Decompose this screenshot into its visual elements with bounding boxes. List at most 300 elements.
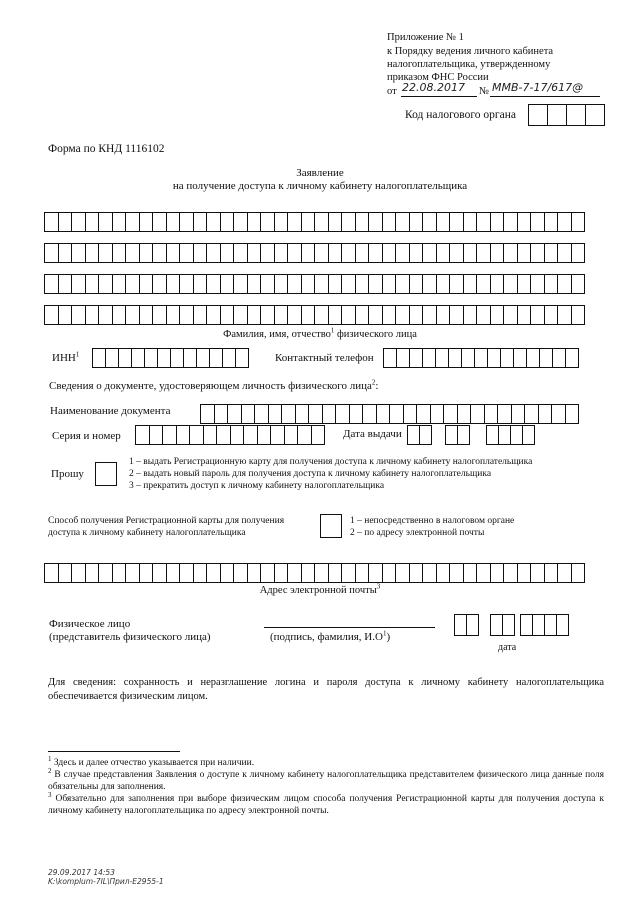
input-cell[interactable]	[157, 348, 171, 368]
input-cell[interactable]	[470, 404, 485, 424]
input-cell[interactable]	[513, 348, 527, 368]
input-cell[interactable]	[395, 212, 410, 232]
input-cell[interactable]	[247, 212, 262, 232]
input-cell[interactable]	[335, 404, 350, 424]
input-cell[interactable]	[449, 243, 464, 263]
input-cell[interactable]	[216, 425, 231, 445]
input-cell[interactable]	[260, 305, 275, 325]
input-cell[interactable]	[382, 212, 397, 232]
input-cell[interactable]	[517, 274, 532, 294]
form-knd: Форма по КНД 1116102	[48, 143, 165, 155]
input-cell[interactable]	[193, 243, 208, 263]
input-cell[interactable]	[376, 404, 391, 424]
input-cell[interactable]	[149, 425, 164, 445]
input-cell[interactable]	[247, 243, 262, 263]
input-cell[interactable]	[544, 212, 559, 232]
input-cell[interactable]	[449, 212, 464, 232]
input-cell[interactable]	[125, 243, 140, 263]
input-cell[interactable]	[144, 348, 158, 368]
input-cell[interactable]	[322, 404, 337, 424]
input-cell[interactable]	[395, 243, 410, 263]
input-cell[interactable]	[71, 563, 86, 583]
input-cell[interactable]	[235, 348, 249, 368]
input-cell[interactable]	[500, 348, 514, 368]
input-cell[interactable]	[220, 274, 235, 294]
fio-caption: Фамилия, имя, отчество$^1$ физического лица	[223, 326, 417, 340]
sign-day-cells[interactable]	[454, 614, 478, 636]
input-cell[interactable]	[183, 348, 197, 368]
input-cell[interactable]	[463, 563, 478, 583]
input-cell[interactable]	[436, 305, 451, 325]
input-cell[interactable]	[503, 274, 518, 294]
input-cell[interactable]	[552, 348, 566, 368]
input-cell[interactable]	[503, 212, 518, 232]
input-cell[interactable]	[403, 404, 418, 424]
input-cell[interactable]	[571, 274, 586, 294]
input-cell[interactable]	[85, 274, 100, 294]
input-cell[interactable]	[497, 404, 512, 424]
input-cell[interactable]	[166, 563, 181, 583]
input-cell[interactable]	[530, 212, 545, 232]
input-cell[interactable]	[314, 274, 329, 294]
input-cell[interactable]	[118, 348, 132, 368]
input-cell[interactable]	[565, 348, 579, 368]
fio-label-end: физического лица	[336, 329, 417, 340]
input-cell[interactable]	[112, 563, 127, 583]
signature-line[interactable]	[264, 627, 435, 628]
input-cell[interactable]	[436, 274, 451, 294]
input-cell[interactable]	[257, 425, 272, 445]
input-cell[interactable]	[349, 404, 364, 424]
input-cell[interactable]	[409, 212, 424, 232]
input-cell[interactable]	[166, 212, 181, 232]
input-cell[interactable]	[125, 212, 140, 232]
input-cell[interactable]	[395, 274, 410, 294]
input-cell[interactable]	[341, 274, 356, 294]
input-cell[interactable]	[490, 274, 505, 294]
input-cell[interactable]	[287, 243, 302, 263]
input-cell[interactable]	[476, 274, 491, 294]
input-cell[interactable]	[139, 274, 154, 294]
input-cell[interactable]	[260, 563, 275, 583]
input-cell[interactable]	[179, 274, 194, 294]
input-cell[interactable]	[395, 563, 410, 583]
input-cell[interactable]	[503, 243, 518, 263]
input-cell[interactable]	[214, 404, 229, 424]
input-cell[interactable]	[526, 348, 540, 368]
input-cell[interactable]	[544, 305, 559, 325]
doc-info-label: Сведения о документе, удостоверяющем личность физического лица$^2$:	[49, 378, 379, 392]
input-cell[interactable]	[355, 563, 370, 583]
input-cell[interactable]	[220, 305, 235, 325]
input-cell[interactable]	[247, 274, 262, 294]
signature-caption: (подпись, фамилия, $И.О^1$)	[270, 629, 391, 643]
input-cell[interactable]	[243, 425, 258, 445]
input-cell[interactable]	[112, 274, 127, 294]
input-cell[interactable]	[295, 404, 310, 424]
request-options	[129, 456, 532, 492]
input-cell[interactable]	[193, 305, 208, 325]
input-cell[interactable]	[152, 563, 167, 583]
input-cell[interactable]	[461, 348, 475, 368]
input-cell[interactable]	[449, 305, 464, 325]
input-cell[interactable]	[179, 212, 194, 232]
input-cell[interactable]	[463, 243, 478, 263]
input-cell[interactable]	[449, 274, 464, 294]
request-choice-box[interactable]	[95, 462, 117, 486]
input-cell[interactable]	[530, 305, 545, 325]
input-cell[interactable]	[308, 404, 323, 424]
input-cell[interactable]	[571, 243, 586, 263]
input-cell[interactable]	[409, 305, 424, 325]
input-cell[interactable]	[222, 348, 236, 368]
input-cell[interactable]	[490, 212, 505, 232]
input-cell[interactable]	[233, 563, 248, 583]
input-cell[interactable]	[274, 243, 289, 263]
input-cell[interactable]	[538, 404, 553, 424]
series-label: Серия и номер	[52, 430, 121, 442]
input-cell[interactable]	[311, 425, 326, 445]
input-cell[interactable]	[368, 243, 383, 263]
method-choice-box[interactable]	[320, 514, 342, 538]
input-cell[interactable]	[517, 243, 532, 263]
input-cell[interactable]	[422, 563, 437, 583]
input-cell[interactable]	[260, 274, 275, 294]
input-cell[interactable]	[139, 212, 154, 232]
series-number-cells[interactable]	[135, 425, 324, 445]
email-cells[interactable]	[44, 563, 584, 583]
input-cell[interactable]	[247, 305, 262, 325]
input-cell[interactable]	[44, 243, 59, 263]
input-cell[interactable]	[490, 305, 505, 325]
input-cell[interactable]	[328, 563, 343, 583]
input-cell[interactable]	[179, 563, 194, 583]
input-cell[interactable]	[260, 243, 275, 263]
input-cell[interactable]	[503, 563, 518, 583]
input-cell[interactable]	[58, 274, 73, 294]
issue-day-cells[interactable]	[407, 425, 431, 445]
input-cell[interactable]	[341, 212, 356, 232]
input-cell[interactable]	[430, 404, 445, 424]
phone-cells[interactable]	[383, 348, 578, 368]
fio-row-2[interactable]	[44, 243, 584, 263]
input-cell[interactable]	[517, 212, 532, 232]
input-cell[interactable]	[422, 212, 437, 232]
order-date: 22.08.2017	[402, 81, 465, 94]
input-cell[interactable]	[247, 563, 262, 583]
input-cell[interactable]	[301, 274, 316, 294]
input-cell[interactable]	[382, 274, 397, 294]
input-cell[interactable]	[395, 305, 410, 325]
input-cell[interactable]	[274, 305, 289, 325]
input-cell[interactable]	[135, 425, 150, 445]
input-cell[interactable]	[162, 425, 177, 445]
input-cell[interactable]	[551, 404, 566, 424]
input-cell[interactable]	[409, 274, 424, 294]
input-cell[interactable]	[530, 274, 545, 294]
input-cell[interactable]	[530, 563, 545, 583]
inn-cells[interactable]	[92, 348, 248, 368]
tax-code-cells[interactable]	[528, 104, 604, 126]
input-cell[interactable]	[220, 563, 235, 583]
input-cell[interactable]	[435, 348, 449, 368]
input-cell[interactable]	[152, 305, 167, 325]
input-cell[interactable]	[176, 425, 191, 445]
input-cell[interactable]	[152, 274, 167, 294]
input-cell[interactable]	[44, 563, 59, 583]
input-cell[interactable]	[209, 348, 223, 368]
input-cell[interactable]	[139, 563, 154, 583]
input-cell[interactable]	[328, 305, 343, 325]
input-cell[interactable]	[449, 563, 464, 583]
input-cell[interactable]	[166, 243, 181, 263]
input-cell[interactable]	[297, 425, 312, 445]
input-cell[interactable]	[463, 212, 478, 232]
issue-year-cells[interactable]	[486, 425, 534, 445]
input-cell[interactable]	[287, 274, 302, 294]
input-cell[interactable]	[328, 274, 343, 294]
input-cell[interactable]	[206, 563, 221, 583]
input-cell[interactable]	[98, 305, 113, 325]
input-cell[interactable]	[260, 212, 275, 232]
input-cell[interactable]	[443, 404, 458, 424]
input-cell[interactable]	[284, 425, 299, 445]
input-cell[interactable]	[571, 305, 586, 325]
input-cell[interactable]	[112, 243, 127, 263]
input-cell[interactable]	[530, 243, 545, 263]
input-cell[interactable]	[58, 212, 73, 232]
input-cell[interactable]	[436, 212, 451, 232]
input-cell[interactable]	[112, 212, 127, 232]
input-cell[interactable]	[233, 305, 248, 325]
input-cell[interactable]	[503, 305, 518, 325]
input-cell[interactable]	[409, 243, 424, 263]
input-cell[interactable]	[139, 243, 154, 263]
input-cell[interactable]	[328, 212, 343, 232]
input-cell[interactable]	[487, 348, 501, 368]
input-cell[interactable]	[220, 243, 235, 263]
input-cell[interactable]	[389, 404, 404, 424]
input-cell[interactable]	[557, 563, 572, 583]
input-cell[interactable]	[233, 243, 248, 263]
input-cell[interactable]	[152, 212, 167, 232]
input-cell[interactable]	[71, 212, 86, 232]
input-cell[interactable]	[355, 243, 370, 263]
input-cell[interactable]	[44, 274, 59, 294]
input-cell[interactable]	[105, 348, 119, 368]
input-cell[interactable]	[193, 274, 208, 294]
input-cell[interactable]	[166, 274, 181, 294]
input-cell[interactable]	[355, 274, 370, 294]
input-cell[interactable]	[152, 243, 167, 263]
input-cell[interactable]	[382, 563, 397, 583]
input-cell[interactable]	[301, 212, 316, 232]
input-cell[interactable]	[341, 563, 356, 583]
input-cell[interactable]	[409, 348, 423, 368]
input-cell[interactable]	[220, 212, 235, 232]
input-cell[interactable]	[544, 274, 559, 294]
input-cell[interactable]	[368, 274, 383, 294]
input-cell[interactable]	[274, 212, 289, 232]
input-cell[interactable]	[517, 305, 532, 325]
input-cell[interactable]	[125, 274, 140, 294]
input-cell[interactable]	[422, 348, 436, 368]
input-cell[interactable]	[422, 305, 437, 325]
input-cell[interactable]	[274, 563, 289, 583]
input-cell[interactable]	[206, 212, 221, 232]
input-cell[interactable]	[314, 563, 329, 583]
fio-row-4[interactable]	[44, 305, 584, 325]
input-cell[interactable]	[287, 563, 302, 583]
input-cell[interactable]	[422, 243, 437, 263]
input-cell[interactable]	[409, 563, 424, 583]
input-cell[interactable]	[565, 404, 580, 424]
input-cell[interactable]	[436, 563, 451, 583]
input-cell[interactable]	[557, 274, 572, 294]
input-cell[interactable]	[511, 404, 526, 424]
input-cell[interactable]	[227, 404, 242, 424]
form-subtitle: на получение доступа к личному кабинету налогоплательщика	[172, 180, 468, 192]
input-cell[interactable]	[355, 212, 370, 232]
input-cell[interactable]	[362, 404, 377, 424]
input-cell[interactable]	[254, 404, 269, 424]
input-cell[interactable]	[44, 212, 59, 232]
input-cell[interactable]	[98, 274, 113, 294]
input-cell[interactable]	[270, 425, 285, 445]
doc-name-label: Наименование документа	[50, 405, 171, 417]
input-cell[interactable]	[490, 243, 505, 263]
input-cell[interactable]	[382, 243, 397, 263]
input-cell[interactable]	[448, 348, 462, 368]
input-cell[interactable]	[517, 563, 532, 583]
input-cell[interactable]	[476, 243, 491, 263]
input-cell[interactable]	[58, 305, 73, 325]
input-cell[interactable]	[382, 305, 397, 325]
input-cell[interactable]	[230, 425, 245, 445]
input-cell[interactable]	[206, 305, 221, 325]
input-cell[interactable]	[341, 243, 356, 263]
input-cell[interactable]	[58, 563, 73, 583]
input-cell[interactable]	[544, 563, 559, 583]
input-cell[interactable]	[179, 243, 194, 263]
input-cell[interactable]	[71, 243, 86, 263]
input-cell[interactable]	[416, 404, 431, 424]
input-cell[interactable]	[98, 243, 113, 263]
input-cell[interactable]	[44, 305, 59, 325]
input-cell[interactable]	[490, 563, 505, 583]
input-cell[interactable]	[281, 404, 296, 424]
input-cell[interactable]	[368, 563, 383, 583]
input-cell[interactable]	[557, 305, 572, 325]
input-cell[interactable]	[557, 243, 572, 263]
input-cell[interactable]	[85, 243, 100, 263]
input-cell[interactable]	[436, 243, 451, 263]
input-cell[interactable]	[287, 212, 302, 232]
input-cell[interactable]	[539, 348, 553, 368]
fio-row-1[interactable]	[44, 212, 584, 232]
input-cell[interactable]	[474, 348, 488, 368]
issue-month-cells[interactable]	[445, 425, 469, 445]
input-cell[interactable]	[301, 305, 316, 325]
input-cell[interactable]	[544, 243, 559, 263]
input-cell[interactable]	[571, 563, 586, 583]
input-cell[interactable]	[557, 212, 572, 232]
input-cell[interactable]	[85, 212, 100, 232]
fio-row-3[interactable]	[44, 274, 584, 294]
input-cell[interactable]	[383, 348, 397, 368]
input-cell[interactable]	[476, 305, 491, 325]
input-cell[interactable]	[125, 563, 140, 583]
input-cell[interactable]	[85, 305, 100, 325]
input-cell[interactable]	[368, 212, 383, 232]
input-cell[interactable]	[196, 348, 210, 368]
input-cell[interactable]	[58, 243, 73, 263]
doc-name-cells[interactable]	[200, 404, 578, 424]
input-cell[interactable]	[193, 563, 208, 583]
input-cell[interactable]	[328, 243, 343, 263]
input-cell[interactable]	[71, 305, 86, 325]
input-cell[interactable]	[524, 404, 539, 424]
input-cell[interactable]	[396, 348, 410, 368]
input-cell[interactable]	[368, 305, 383, 325]
input-cell[interactable]	[85, 563, 100, 583]
input-cell[interactable]	[200, 404, 215, 424]
request-label: Прошу	[51, 468, 84, 480]
input-cell[interactable]	[314, 305, 329, 325]
order-from-label: от	[387, 86, 397, 97]
sign-month-cells[interactable]	[490, 614, 514, 636]
input-cell[interactable]	[131, 348, 145, 368]
input-cell[interactable]	[422, 274, 437, 294]
input-cell[interactable]	[206, 243, 221, 263]
input-cell[interactable]	[241, 404, 256, 424]
input-cell[interactable]	[92, 348, 106, 368]
input-cell[interactable]	[476, 212, 491, 232]
input-cell[interactable]	[463, 305, 478, 325]
input-cell[interactable]	[287, 305, 302, 325]
input-cell[interactable]	[233, 212, 248, 232]
input-cell[interactable]	[314, 243, 329, 263]
input-cell[interactable]	[170, 348, 184, 368]
input-cell[interactable]	[166, 305, 181, 325]
input-cell[interactable]	[301, 243, 316, 263]
input-cell[interactable]	[476, 563, 491, 583]
input-cell[interactable]	[98, 563, 113, 583]
input-cell[interactable]	[179, 305, 194, 325]
input-cell[interactable]	[98, 212, 113, 232]
input-cell[interactable]	[457, 404, 472, 424]
input-cell[interactable]	[268, 404, 283, 424]
input-cell[interactable]	[355, 305, 370, 325]
input-cell[interactable]	[139, 305, 154, 325]
input-cell[interactable]	[484, 404, 499, 424]
input-cell[interactable]	[112, 305, 127, 325]
input-cell[interactable]	[193, 212, 208, 232]
sign-year-cells[interactable]	[520, 614, 568, 636]
input-cell[interactable]	[233, 274, 248, 294]
input-cell[interactable]	[203, 425, 218, 445]
input-cell[interactable]	[571, 212, 586, 232]
input-cell[interactable]	[189, 425, 204, 445]
input-cell[interactable]	[274, 274, 289, 294]
input-cell[interactable]	[314, 212, 329, 232]
input-cell[interactable]	[463, 274, 478, 294]
input-cell[interactable]	[301, 563, 316, 583]
input-cell[interactable]	[341, 305, 356, 325]
input-cell[interactable]	[206, 274, 221, 294]
input-cell[interactable]	[71, 274, 86, 294]
input-cell[interactable]	[125, 305, 140, 325]
